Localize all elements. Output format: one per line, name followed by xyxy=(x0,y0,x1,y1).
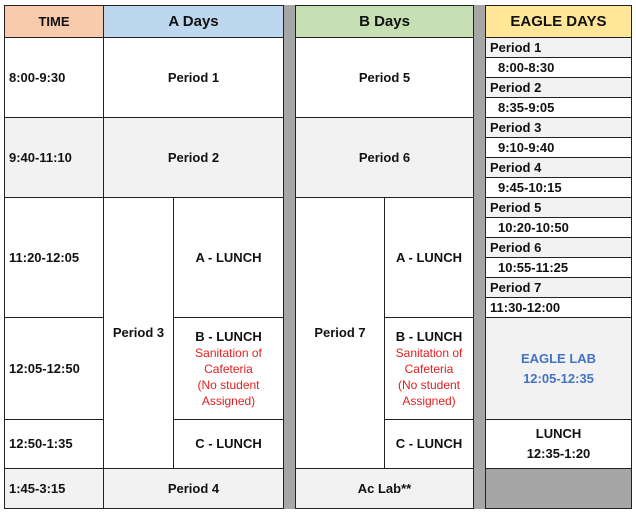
b-lunch-b xyxy=(384,317,474,420)
eagle-period-time: 8:00-8:30 xyxy=(485,57,632,78)
eagle-lab xyxy=(485,317,632,420)
header-time: TIME xyxy=(4,5,104,38)
a-lunch-b xyxy=(173,317,284,420)
a-lunch-a: A - LUNCH xyxy=(173,197,284,318)
header-b-days: B Days xyxy=(295,5,474,38)
eagle-empty-cell xyxy=(485,468,632,509)
a-lunch-b-label: B - LUNCH xyxy=(195,328,262,344)
a-period-2: Period 2 xyxy=(103,117,284,198)
eagle-period-time: 10:55-11:25 xyxy=(485,257,632,278)
eagle-period-time: 9:10-9:40 xyxy=(485,137,632,158)
time-cell: 12:05-12:50 xyxy=(4,317,104,420)
a-lunch-b-note: Sanitation of xyxy=(195,345,262,360)
eagle-period-name: Period 4 xyxy=(485,157,632,178)
b-ac-lab: Ac Lab** xyxy=(295,468,474,509)
time-cell: 11:20-12:05 xyxy=(4,197,104,318)
eagle-period-time: 10:20-10:50 xyxy=(485,217,632,238)
b-period-5: Period 5 xyxy=(295,37,474,118)
b-lunch-b-label: B - LUNCH xyxy=(395,328,463,344)
b-period-7: Period 7 xyxy=(295,197,385,469)
eagle-lunch xyxy=(485,419,632,469)
eagle-period-name: Period 6 xyxy=(485,237,632,258)
b-period-6: Period 6 xyxy=(295,117,474,198)
b-lunch-b-note: Assigned) xyxy=(402,393,456,408)
eagle-lab-time: 12:05-12:35 xyxy=(523,370,594,386)
time-cell: 9:40-11:10 xyxy=(4,117,104,198)
eagle-lunch-time: 12:35-1:20 xyxy=(526,446,591,461)
eagle-period-name: Period 7 xyxy=(485,277,632,298)
b-lunch-c: C - LUNCH xyxy=(384,419,474,469)
eagle-period-name: Period 3 xyxy=(485,117,632,138)
a-period-3: Period 3 xyxy=(103,197,174,469)
header-a-days: A Days xyxy=(103,5,284,38)
time-cell: 12:50-1:35 xyxy=(4,419,104,469)
eagle-period-name: Period 5 xyxy=(485,197,632,218)
a-lunch-b-note: Assigned) xyxy=(201,393,256,408)
a-lunch-b-note: (No student xyxy=(197,377,260,392)
eagle-period-time: 8:35-9:05 xyxy=(485,97,632,118)
a-period-4: Period 4 xyxy=(103,468,284,509)
a-lunch-c: C - LUNCH xyxy=(173,419,284,469)
eagle-period-name: Period 1 xyxy=(485,37,632,58)
b-lunch-b-note: Cafeteria xyxy=(404,361,454,376)
eagle-lunch-label: LUNCH xyxy=(535,426,582,441)
a-period-1: Period 1 xyxy=(103,37,284,118)
eagle-period-time: 11:30-12:00 xyxy=(485,297,632,318)
b-lunch-b-note: (No student xyxy=(397,377,461,392)
eagle-period-time: 9:45-10:15 xyxy=(485,177,632,198)
time-cell: 1:45-3:15 xyxy=(4,468,104,509)
b-lunch-a: A - LUNCH xyxy=(384,197,474,318)
eagle-lab-label: EAGLE LAB xyxy=(520,350,597,366)
b-lunch-b-note: Sanitation of xyxy=(395,345,463,360)
header-eagle-days: EAGLE DAYS xyxy=(485,5,632,38)
time-cell: 8:00-9:30 xyxy=(4,37,104,118)
eagle-period-name: Period 2 xyxy=(485,77,632,98)
a-lunch-b-note: Cafeteria xyxy=(204,361,253,376)
